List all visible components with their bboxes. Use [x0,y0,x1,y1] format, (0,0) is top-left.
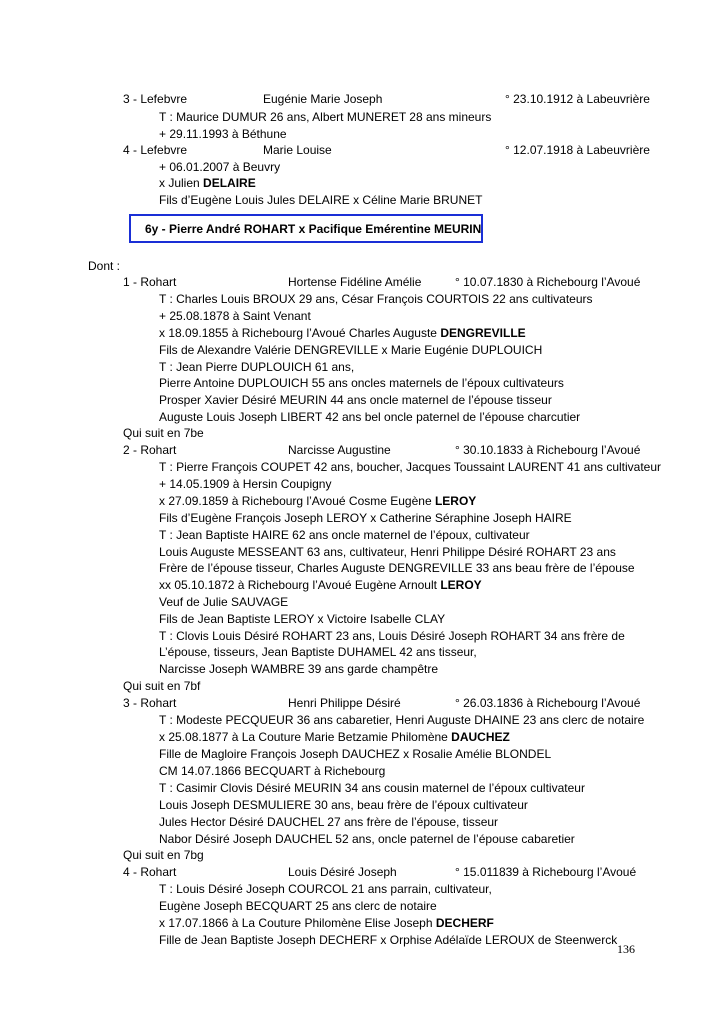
detail-line: Eugène Joseph BECQUART 25 ans clerc de notaire [159,899,437,913]
spouse-surname: DAUCHEZ [451,730,510,744]
entry-number: 3 - Lefebvre [123,92,188,106]
spouse-surname: DECHERF [435,916,494,930]
follow-note: Qui suit en 7be [123,426,204,440]
marriage-text: x Julien [159,176,204,190]
birth-info: ° 10.07.1830 à Richebourg l’Avoué [455,275,641,289]
dont-label: Dont : [88,259,121,273]
section-heading-box [129,214,483,243]
detail-line: Pierre Antoine DUPLOUICH 55 ans oncles maternels de l’époux cultivateurs [159,376,564,390]
marriage-text: x 27.09.1859 à Richebourg l’Avoué Cosme Eugène [159,494,435,508]
given-names: Henri Philippe Désiré [288,696,401,710]
birth-info: ° 15.011839 à Richebourg l’Avoué [455,865,637,879]
detail-line: T : Clovis Louis Désiré ROHART 23 ans, Louis Désiré Joseph ROHART 34 ans frère de [159,629,625,643]
detail-line: T : Jean Pierre DUPLOUICH 61 ans, [159,360,355,374]
entry-number: 3 - Rohart [123,696,177,710]
birth-info: ° 12.07.1918 à Labeuvrière [505,143,650,157]
detail-line: T : Charles Louis BROUX 29 ans, César François COURTOIS 22 ans cultivateurs [159,292,593,306]
entry-number: 2 - Rohart [123,443,177,457]
witness-line: T : Maurice DUMUR 26 ans, Albert MUNERET 28 ans mineurs [159,110,492,124]
detail-line: L’épouse, tisseurs, Jean Baptiste DUHAMEL 42 ans tisseur, [159,645,477,659]
detail-line: Jules Hector Désiré DAUCHEL 27 ans frère de l’épouse, tisseur [159,815,499,829]
given-names: Eugénie Marie Joseph [263,92,383,106]
given-names: Hortense Fidéline Amélie [288,275,422,289]
detail-line: CM 14.07.1866 BECQUART à Richebourg [159,764,386,778]
parents-line: Fils d’Eugène Louis Jules DELAIRE x Céline Marie BRUNET [159,193,483,207]
marriage-line [159,494,476,508]
spouse-surname: LEROY [440,578,482,592]
marriage-line [159,916,494,930]
detail-line: T : Louis Désiré Joseph COURCOL 21 ans parrain, cultivateur, [159,882,492,896]
marriage-line [159,730,510,744]
entry-number: 1 - Rohart [123,275,177,289]
detail-line: Louis Auguste MESSEANT 63 ans, cultivateur, Henri Philippe Désiré ROHART 23 ans [159,545,616,559]
marriage-line [159,578,482,592]
follow-note: Qui suit en 7bg [123,848,204,862]
entry-number: 4 - Rohart [123,865,177,879]
detail-line: Louis Joseph DESMULIERE 30 ans, beau frère de l’époux cultivateur [159,798,528,812]
given-names: Louis Désiré Joseph [288,865,397,879]
page-number: 136 [617,942,635,956]
detail-line: T : Jean Baptiste HAIRE 62 ans oncle maternel de l’époux, cultivateur [159,528,530,542]
spouse-surname: DENGREVILLE [440,326,526,340]
birth-info: ° 30.10.1833 à Richebourg l’Avoué [455,443,641,457]
detail-line: + 25.08.1878 à Saint Venant [159,309,311,323]
marriage-text: x 25.08.1877 à La Couture Marie Betzamie Philomène [159,730,452,744]
section-heading: 6y - Pierre André ROHART x Pacifique Emérentine MEURIN [145,222,482,236]
birth-info: ° 26.03.1836 à Richebourg l’Avoué [455,696,641,710]
given-names: Marie Louise [263,143,332,157]
detail-line: Fille de Jean Baptiste Joseph DECHERF x Orphise Adélaïde LEROUX de Steenwerck [159,933,618,947]
detail-line: Fils de Jean Baptiste LEROY x Victoire Isabelle CLAY [159,612,446,626]
detail-line: Nabor Désiré Joseph DAUCHEL 52 ans, oncle paternel de l’épouse cabaretier [159,832,575,846]
detail-line: Fille de Magloire François Joseph DAUCHEZ x Rosalie Amélie BLONDEL [159,747,552,761]
detail-line: Veuf de Julie SAUVAGE [159,595,289,609]
marriage-text: x 17.07.1866 à La Couture Philomène Elise Joseph [159,916,436,930]
detail-line: + 14.05.1909 à Hersin Coupigny [159,477,332,491]
detail-line: Frère de l’épouse tisseur, Charles Auguste DENGREVILLE 33 ans beau frère de l’épouse [159,561,635,575]
spouse-surname: DELAIRE [203,176,256,190]
detail-line: Auguste Louis Joseph LIBERT 42 ans bel oncle paternel de l’épouse charcutier [159,410,581,424]
entry-number: 4 - Lefebvre [123,143,188,157]
detail-line: T : Casimir Clovis Désiré MEURIN 34 ans cousin maternel de l’époux cultivateur [159,781,585,795]
follow-note: Qui suit en 7bf [123,679,201,693]
detail-line: Prosper Xavier Désiré MEURIN 44 ans oncle maternel de l’épouse tisseur [159,393,552,407]
marriage-text: xx 05.10.1872 à Richebourg l’Avoué Eugène Arnoult [159,578,441,592]
birth-info: ° 23.10.1912 à Labeuvrière [505,92,650,106]
given-names: Narcisse Augustine [288,443,391,457]
marriage-text: x 18.09.1855 à Richebourg l’Avoué Charles Auguste [159,326,441,340]
detail-line: Narcisse Joseph WAMBRE 39 ans garde champêtre [159,662,439,676]
detail-line: Fils d’Eugène François Joseph LEROY x Catherine Séraphine Joseph HAIRE [159,511,572,525]
detail-line: Fils de Alexandre Valérie DENGREVILLE x Marie Eugénie DUPLOUICH [159,343,543,357]
spouse-surname: LEROY [434,494,477,508]
death-line: + 06.01.2007 à Beuvry [159,160,281,174]
marriage-line [159,176,256,190]
death-line: + 29.11.1993 à Béthune [159,127,287,141]
marriage-line [159,326,526,340]
detail-line: T : Pierre François COUPET 42 ans, boucher, Jacques Toussaint LAURENT 41 ans cultivateur [159,460,662,474]
detail-line: T : Modeste PECQUEUR 36 ans cabaretier, Henri Auguste DHAINE 23 ans clerc de notaire [159,713,645,727]
